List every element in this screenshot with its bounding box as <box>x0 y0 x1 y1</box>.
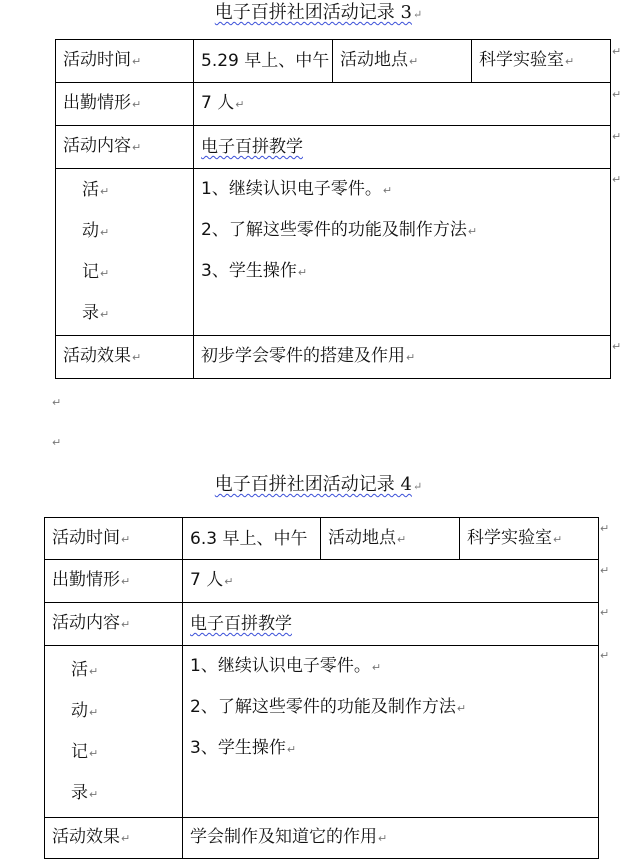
content-label: 活动内容↵ <box>45 603 183 646</box>
record-items <box>194 169 611 336</box>
effect-value: 学会制作及知道它的作用↵ <box>183 818 599 859</box>
effect-label: 活动效果↵ <box>56 336 194 379</box>
row-end-mark: ↵ <box>600 522 610 535</box>
record-title <box>0 474 637 498</box>
list-item: 3、学生操作↵ <box>201 261 308 281</box>
record-table <box>55 39 611 379</box>
paragraph-mark: ↵ <box>52 396 62 409</box>
content-label: 活动内容↵ <box>56 126 194 169</box>
time-value: 5.29 早上、中午 <box>194 40 333 83</box>
place-label: 活动地点↵ <box>321 518 460 560</box>
place-value: 科学实验室↵ <box>460 518 599 560</box>
time-label: 活动时间↵ <box>56 40 194 83</box>
record-label: 活↵ 动↵ 记↵ 录↵ <box>45 646 183 818</box>
list-item: 1、继续认识电子零件。↵ <box>201 179 393 199</box>
row-end-mark: ↵ <box>612 45 622 58</box>
record-table <box>44 517 599 859</box>
place-value: 科学实验室↵ <box>472 40 611 83</box>
attendance-value: 7 人↵ <box>194 83 611 126</box>
list-item: 1、继续认识电子零件。↵ <box>190 656 382 676</box>
paragraph-mark: ↵ <box>412 8 423 21</box>
row-end-mark: ↵ <box>612 88 622 101</box>
row-end-mark: ↵ <box>600 564 610 577</box>
effect-label: 活动效果↵ <box>45 818 183 859</box>
record-title-text: 电子百拼社团活动记录 4 <box>214 474 412 495</box>
list-item: 2、了解这些零件的功能及制作方法↵ <box>201 220 478 240</box>
content-value: 电子百拼教学 <box>194 126 611 169</box>
record-title-text: 电子百拼社团活动记录 3 <box>214 2 412 23</box>
row-end-mark: ↵ <box>612 340 622 353</box>
row-end-mark: ↵ <box>612 130 622 143</box>
paragraph-mark: ↵ <box>412 480 423 493</box>
paragraph-mark: ↵ <box>52 436 62 449</box>
row-end-mark: ↵ <box>600 649 610 662</box>
list-item: 3、学生操作↵ <box>190 738 297 758</box>
record-label: 活↵ 动↵ 记↵ 录↵ <box>56 169 194 336</box>
effect-value: 初步学会零件的搭建及作用↵ <box>194 336 611 379</box>
row-end-mark: ↵ <box>612 173 622 186</box>
time-label: 活动时间↵ <box>45 518 183 560</box>
row-end-mark: ↵ <box>600 606 610 619</box>
attendance-label: 出勤情形↵ <box>56 83 194 126</box>
content-value: 电子百拼教学 <box>183 603 599 646</box>
place-label: 活动地点↵ <box>333 40 472 83</box>
time-value: 6.3 早上、中午 <box>183 518 321 560</box>
attendance-value: 7 人↵ <box>183 560 599 603</box>
record-items <box>183 646 599 818</box>
list-item: 2、了解这些零件的功能及制作方法↵ <box>190 697 467 717</box>
attendance-label: 出勤情形↵ <box>45 560 183 603</box>
record-title <box>0 2 637 26</box>
